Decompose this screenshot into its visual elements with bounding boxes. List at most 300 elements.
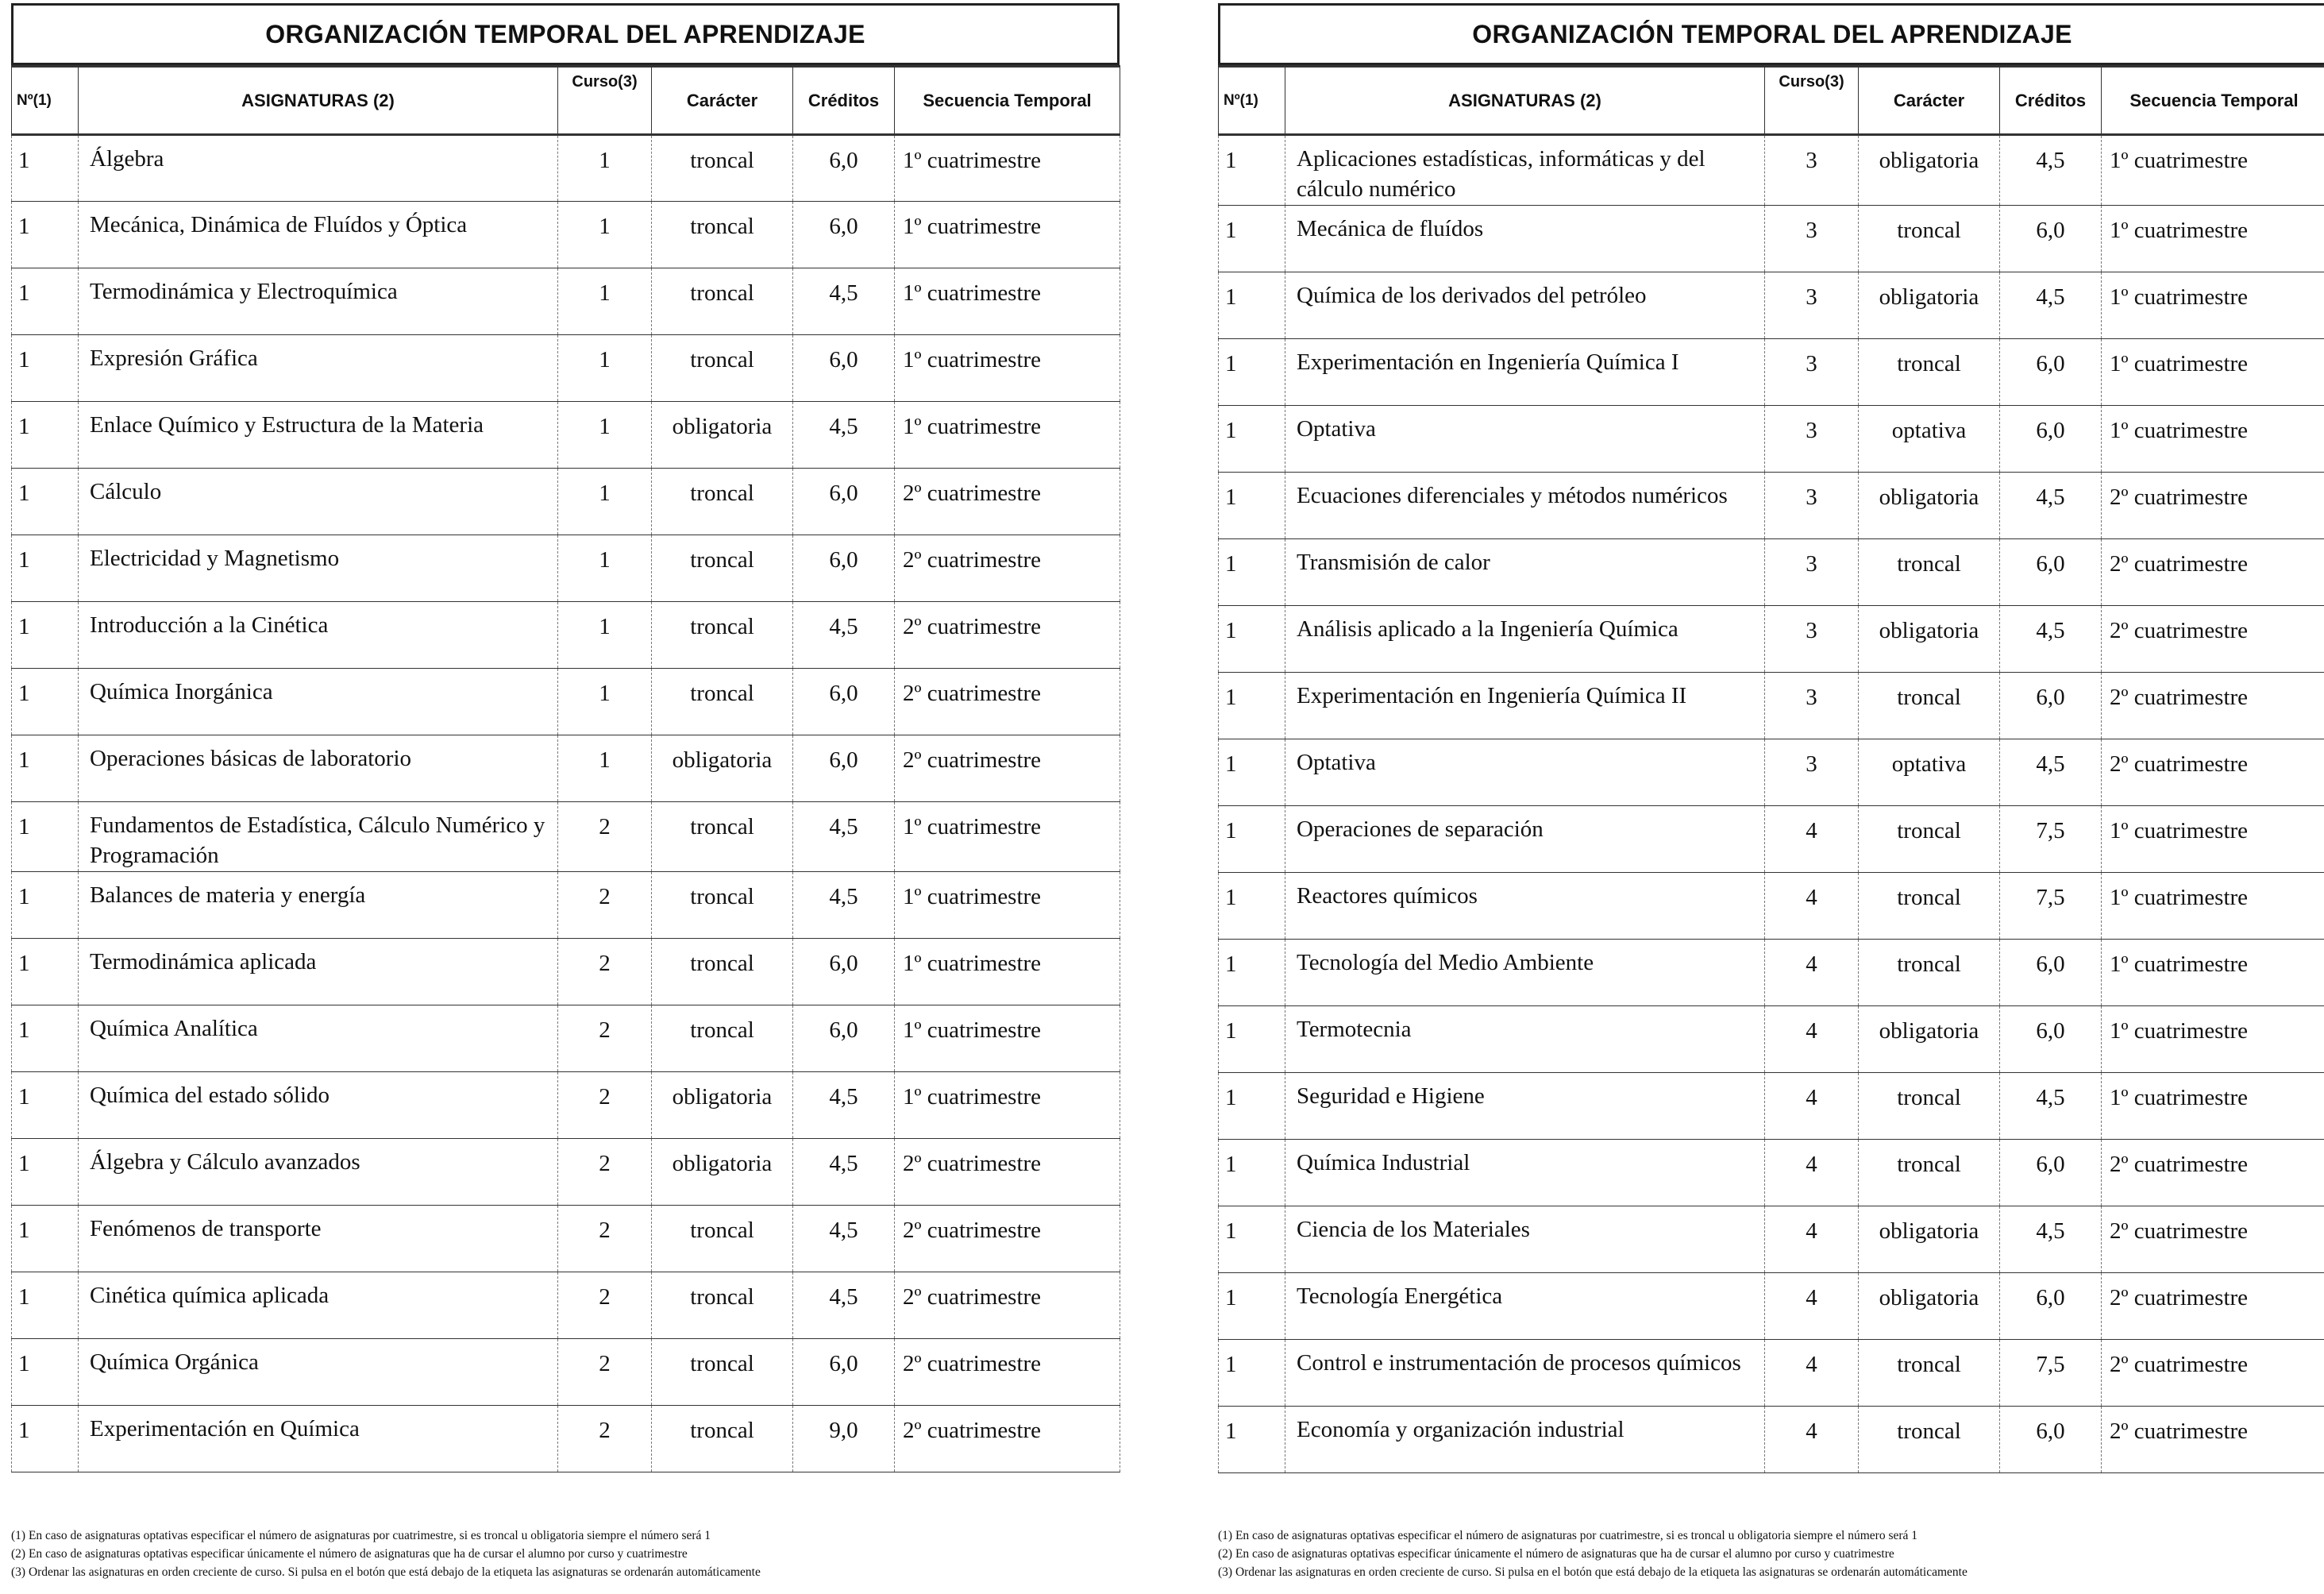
table-header-row [12,67,1120,135]
footnote-2: (2) En caso de asignaturas optativas especificar únicamente el número de asignaturas que ha de cursar el alumno por curso y cuatrimestre [11,1547,688,1561]
row-asignatura: Álgebra y Cálculo avanzados [79,1139,558,1206]
row-caracter: obligatoria [1859,473,2000,539]
row-asignatura: Economía y organización industrial [1285,1407,1765,1473]
row-secuencia: 1º cuatrimestre [895,1072,1120,1139]
header-creditos: Créditos [793,67,895,135]
row-caracter: obligatoria [1859,606,2000,673]
row-asignatura: Cinética química aplicada [79,1272,558,1339]
row-secuencia: 2º cuatrimestre [895,469,1120,535]
row-num: 1 [1219,739,1285,806]
row-curso: 1 [558,602,652,669]
row-curso: 3 [1765,206,1859,272]
row-caracter: troncal [1859,206,2000,272]
row-caracter: troncal [652,802,793,872]
row-caracter: troncal [652,939,793,1005]
row-asignatura: Transmisión de calor [1285,539,1765,606]
row-num: 1 [12,402,79,469]
row-num: 1 [12,735,79,802]
row-curso: 4 [1765,1407,1859,1473]
header-asignaturas-button[interactable]: ASIGNATURAS (2) [79,67,558,135]
row-curso: 3 [1765,135,1859,206]
table-row [1219,673,2324,739]
row-num: 1 [1219,1407,1285,1473]
row-caracter: troncal [1859,806,2000,873]
row-curso: 1 [558,135,652,202]
row-num: 1 [1219,1340,1285,1407]
row-secuencia: 2º cuatrimestre [895,602,1120,669]
row-curso: 2 [558,802,652,872]
row-caracter: obligatoria [1859,1273,2000,1340]
header-caracter: Carácter [1859,67,2000,135]
row-secuencia: 1º cuatrimestre [2102,1073,2324,1140]
page-right [1207,0,2324,1594]
table-row [1219,1206,2324,1273]
row-curso: 4 [1765,1340,1859,1407]
row-asignatura: Expresión Gráfica [79,335,558,402]
row-curso: 3 [1765,339,1859,406]
row-asignatura: Aplicaciones estadísticas, informáticas y del cálculo numérico [1285,135,1765,206]
row-secuencia: 1º cuatrimestre [2102,272,2324,339]
row-num: 1 [1219,673,1285,739]
row-curso: 3 [1765,606,1859,673]
row-secuencia: 1º cuatrimestre [2102,206,2324,272]
row-caracter: obligatoria [652,1139,793,1206]
row-creditos: 4,5 [793,268,895,335]
table-row [12,1406,1120,1472]
row-num: 1 [1219,135,1285,206]
header-creditos: Créditos [2000,67,2102,135]
footnotes [11,1526,1120,1581]
row-creditos: 6,0 [2000,206,2102,272]
row-num: 1 [1219,272,1285,339]
table-row [1219,539,2324,606]
row-asignatura: Fenómenos de transporte [79,1206,558,1272]
header-curso: Curso(3) [558,67,652,135]
row-curso: 1 [558,669,652,735]
row-creditos: 6,0 [793,735,895,802]
row-creditos: 4,5 [2000,473,2102,539]
row-secuencia: 2º cuatrimestre [2102,1407,2324,1473]
row-asignatura: Análisis aplicado a la Ingeniería Química [1285,606,1765,673]
row-caracter: troncal [1859,1407,2000,1473]
row-secuencia: 1º cuatrimestre [895,335,1120,402]
row-num: 1 [12,1139,79,1206]
row-curso: 4 [1765,873,1859,940]
row-num: 1 [12,1339,79,1406]
row-secuencia: 2º cuatrimestre [895,669,1120,735]
row-creditos: 4,5 [793,402,895,469]
row-asignatura: Mecánica, Dinámica de Fluídos y Óptica [79,202,558,268]
row-num: 1 [1219,206,1285,272]
row-caracter: troncal [1859,940,2000,1006]
row-num: 1 [1219,806,1285,873]
row-creditos: 4,5 [793,1072,895,1139]
row-secuencia: 1º cuatrimestre [895,202,1120,268]
course-table [1218,65,2324,1473]
row-creditos: 6,0 [793,669,895,735]
row-asignatura: Química Industrial [1285,1140,1765,1206]
row-asignatura: Experimentación en Ingeniería Química I [1285,339,1765,406]
row-secuencia: 2º cuatrimestre [895,735,1120,802]
row-secuencia: 2º cuatrimestre [895,1406,1120,1472]
table-row [12,135,1120,202]
row-curso: 4 [1765,806,1859,873]
row-caracter: troncal [652,1005,793,1072]
row-caracter: obligatoria [1859,1206,2000,1273]
row-creditos: 6,0 [793,135,895,202]
row-creditos: 6,0 [2000,940,2102,1006]
row-secuencia: 1º cuatrimestre [895,1005,1120,1072]
row-num: 1 [12,268,79,335]
table-row [1219,135,2324,206]
row-caracter: obligatoria [1859,272,2000,339]
row-secuencia: 2º cuatrimestre [2102,606,2324,673]
row-num: 1 [12,802,79,872]
row-secuencia: 1º cuatrimestre [2102,806,2324,873]
row-secuencia: 2º cuatrimestre [895,1339,1120,1406]
row-asignatura: Control e instrumentación de procesos químicos [1285,1340,1765,1407]
table-row [12,469,1120,535]
row-caracter: troncal [652,202,793,268]
row-asignatura: Tecnología del Medio Ambiente [1285,940,1765,1006]
row-curso: 4 [1765,1140,1859,1206]
row-curso: 2 [558,1339,652,1406]
row-caracter: troncal [652,602,793,669]
row-secuencia: 1º cuatrimestre [2102,339,2324,406]
row-curso: 3 [1765,406,1859,473]
table-row [12,669,1120,735]
row-creditos: 6,0 [2000,1140,2102,1206]
row-secuencia: 1º cuatrimestre [895,135,1120,202]
row-secuencia: 2º cuatrimestre [895,1272,1120,1339]
row-caracter: troncal [1859,1340,2000,1407]
row-asignatura: Química Analítica [79,1005,558,1072]
row-caracter: troncal [1859,673,2000,739]
table-row [1219,873,2324,940]
row-curso: 2 [558,1072,652,1139]
row-caracter: obligatoria [1859,135,2000,206]
table-row [12,1139,1120,1206]
header-num: Nº(1) [12,67,79,135]
row-caracter: troncal [652,669,793,735]
row-creditos: 4,5 [793,602,895,669]
row-curso: 4 [1765,1273,1859,1340]
table-row [1219,940,2324,1006]
row-curso: 3 [1765,272,1859,339]
row-creditos: 6,0 [793,469,895,535]
row-num: 1 [12,1272,79,1339]
row-creditos: 4,5 [793,802,895,872]
row-num: 1 [1219,940,1285,1006]
footnote-1: (1) En caso de asignaturas optativas especificar el número de asignaturas por cuatrimestre, si es troncal u obligatoria siempre el número será 1 [11,1529,711,1542]
row-num: 1 [12,1005,79,1072]
row-curso: 1 [558,469,652,535]
table-row [1219,1273,2324,1340]
row-secuencia: 2º cuatrimestre [2102,673,2324,739]
row-creditos: 4,5 [2000,135,2102,206]
table-row [1219,1340,2324,1407]
row-creditos: 6,0 [793,1339,895,1406]
footnote-1: (1) En caso de asignaturas optativas especificar el número de asignaturas por cuatrimestre, si es troncal u obligatoria siempre el número será 1 [1218,1529,1918,1542]
table-row [1219,339,2324,406]
footnote-3: (3) Ordenar las asignaturas en orden creciente de curso. Si pulsa en el botón que está debajo de la etiqueta las asignaturas se ordenarán automáticamente [11,1565,761,1579]
row-creditos: 6,0 [2000,539,2102,606]
row-asignatura: Introducción a la Cinética [79,602,558,669]
row-asignatura: Álgebra [79,135,558,202]
row-creditos: 6,0 [793,1005,895,1072]
row-secuencia: 2º cuatrimestre [895,1206,1120,1272]
row-secuencia: 2º cuatrimestre [895,535,1120,602]
row-asignatura: Química Orgánica [79,1339,558,1406]
row-curso: 2 [558,1139,652,1206]
row-creditos: 4,5 [793,1139,895,1206]
row-asignatura: Optativa [1285,406,1765,473]
row-caracter: optativa [1859,739,2000,806]
table-header-row [1219,67,2324,135]
row-creditos: 4,5 [2000,1206,2102,1273]
footnotes [1218,1526,2324,1581]
row-caracter: troncal [652,335,793,402]
table-row [1219,1140,2324,1206]
row-secuencia: 1º cuatrimestre [895,872,1120,939]
row-curso: 2 [558,1272,652,1339]
table-row [12,1272,1120,1339]
row-caracter: obligatoria [652,1072,793,1139]
row-caracter: troncal [652,1339,793,1406]
row-secuencia: 1º cuatrimestre [895,802,1120,872]
table-row [12,402,1120,469]
row-caracter: obligatoria [652,735,793,802]
row-num: 1 [12,602,79,669]
row-curso: 4 [1765,1006,1859,1073]
row-num: 1 [12,872,79,939]
row-num: 1 [1219,1140,1285,1206]
table-row [12,602,1120,669]
row-creditos: 4,5 [793,872,895,939]
row-caracter: troncal [1859,1073,2000,1140]
row-secuencia: 2º cuatrimestre [2102,1206,2324,1273]
row-curso: 3 [1765,739,1859,806]
row-num: 1 [12,1206,79,1272]
row-creditos: 6,0 [793,535,895,602]
row-asignatura: Optativa [1285,739,1765,806]
row-creditos: 6,0 [2000,1273,2102,1340]
header-secuencia: Secuencia Temporal [2102,67,2324,135]
row-curso: 3 [1765,673,1859,739]
row-secuencia: 1º cuatrimestre [2102,940,2324,1006]
row-asignatura: Seguridad e Higiene [1285,1073,1765,1140]
row-secuencia: 1º cuatrimestre [2102,1006,2324,1073]
row-num: 1 [12,469,79,535]
header-secuencia: Secuencia Temporal [895,67,1120,135]
row-caracter: troncal [652,535,793,602]
row-num: 1 [1219,406,1285,473]
row-asignatura: Ecuaciones diferenciales y métodos numéricos [1285,473,1765,539]
row-curso: 1 [558,402,652,469]
row-caracter: obligatoria [1859,1006,2000,1073]
row-curso: 1 [558,268,652,335]
row-curso: 3 [1765,539,1859,606]
row-curso: 4 [1765,940,1859,1006]
row-asignatura: Ciencia de los Materiales [1285,1206,1765,1273]
row-num: 1 [12,939,79,1005]
table-row [12,335,1120,402]
row-caracter: optativa [1859,406,2000,473]
row-secuencia: 2º cuatrimestre [895,1139,1120,1206]
row-creditos: 6,0 [793,202,895,268]
row-asignatura: Termotecnia [1285,1006,1765,1073]
row-caracter: troncal [652,469,793,535]
row-asignatura: Termodinámica y Electroquímica [79,268,558,335]
row-caracter: troncal [652,1406,793,1472]
row-creditos: 6,0 [2000,1407,2102,1473]
row-caracter: troncal [1859,539,2000,606]
table-row [1219,473,2324,539]
page-left [0,0,1124,1594]
row-num: 1 [1219,873,1285,940]
table-row [1219,406,2324,473]
row-asignatura: Fundamentos de Estadística, Cálculo Numérico y Programación [79,802,558,872]
row-caracter: troncal [652,1206,793,1272]
row-asignatura: Electricidad y Magnetismo [79,535,558,602]
row-creditos: 4,5 [2000,739,2102,806]
table-row [1219,1006,2324,1073]
header-num: Nº(1) [1219,67,1285,135]
row-asignatura: Química Inorgánica [79,669,558,735]
page-title: ORGANIZACIÓN TEMPORAL DEL APRENDIZAJE [11,3,1120,65]
row-curso: 4 [1765,1206,1859,1273]
row-num: 1 [1219,1006,1285,1073]
row-curso: 2 [558,1406,652,1472]
table-row [1219,206,2324,272]
row-creditos: 4,5 [2000,1073,2102,1140]
row-creditos: 4,5 [2000,606,2102,673]
table-row [12,1206,1120,1272]
row-secuencia: 2º cuatrimestre [2102,473,2324,539]
row-num: 1 [1219,539,1285,606]
row-asignatura: Operaciones de separación [1285,806,1765,873]
row-secuencia: 1º cuatrimestre [895,268,1120,335]
row-curso: 1 [558,735,652,802]
row-asignatura: Tecnología Energética [1285,1273,1765,1340]
row-caracter: troncal [652,268,793,335]
row-asignatura: Cálculo [79,469,558,535]
row-creditos: 6,0 [793,335,895,402]
row-secuencia: 2º cuatrimestre [2102,1340,2324,1407]
row-num: 1 [1219,473,1285,539]
row-caracter: troncal [1859,873,2000,940]
row-secuencia: 1º cuatrimestre [2102,873,2324,940]
table-row [1219,1073,2324,1140]
footnote-3: (3) Ordenar las asignaturas en orden creciente de curso. Si pulsa en el botón que está debajo de la etiqueta las asignaturas se ordenarán automáticamente [1218,1565,1967,1579]
row-num: 1 [1219,339,1285,406]
row-asignatura: Experimentación en Química [79,1406,558,1472]
table-row [12,268,1120,335]
row-asignatura: Química de los derivados del petróleo [1285,272,1765,339]
header-caracter: Carácter [652,67,793,135]
table-row [1219,739,2324,806]
row-secuencia: 2º cuatrimestre [2102,739,2324,806]
row-num: 1 [12,535,79,602]
table-row [12,939,1120,1005]
row-creditos: 4,5 [793,1206,895,1272]
row-caracter: troncal [652,1272,793,1339]
page-title: ORGANIZACIÓN TEMPORAL DEL APRENDIZAJE [1218,3,2324,65]
row-curso: 3 [1765,473,1859,539]
row-curso: 1 [558,202,652,268]
row-creditos: 6,0 [2000,406,2102,473]
row-creditos: 6,0 [2000,673,2102,739]
row-curso: 4 [1765,1073,1859,1140]
row-creditos: 4,5 [793,1272,895,1339]
row-curso: 1 [558,535,652,602]
row-asignatura: Mecánica de fluídos [1285,206,1765,272]
header-curso: Curso(3) [1765,67,1859,135]
row-curso: 2 [558,1005,652,1072]
row-asignatura: Enlace Químico y Estructura de la Materia [79,402,558,469]
row-caracter: obligatoria [652,402,793,469]
row-num: 1 [1219,606,1285,673]
footnote-2: (2) En caso de asignaturas optativas especificar únicamente el número de asignaturas que ha de cursar el alumno por curso y cuatrimestre [1218,1547,1894,1561]
table-row [12,202,1120,268]
row-secuencia: 1º cuatrimestre [2102,406,2324,473]
table-row [1219,606,2324,673]
row-creditos: 7,5 [2000,806,2102,873]
row-asignatura: Termodinámica aplicada [79,939,558,1005]
row-curso: 2 [558,939,652,1005]
row-secuencia: 2º cuatrimestre [2102,1140,2324,1206]
row-creditos: 6,0 [793,939,895,1005]
row-creditos: 9,0 [793,1406,895,1472]
row-caracter: troncal [1859,1140,2000,1206]
row-asignatura: Reactores químicos [1285,873,1765,940]
table-row [1219,272,2324,339]
table-row [12,872,1120,939]
row-asignatura: Química del estado sólido [79,1072,558,1139]
row-secuencia: 1º cuatrimestre [2102,135,2324,206]
row-creditos: 4,5 [2000,272,2102,339]
row-secuencia: 2º cuatrimestre [2102,1273,2324,1340]
row-num: 1 [12,1072,79,1139]
table-row [1219,1407,2324,1473]
row-asignatura: Operaciones básicas de laboratorio [79,735,558,802]
row-secuencia: 1º cuatrimestre [895,402,1120,469]
row-creditos: 7,5 [2000,873,2102,940]
row-caracter: troncal [652,872,793,939]
row-curso: 2 [558,1206,652,1272]
row-num: 1 [12,669,79,735]
table-row [12,1072,1120,1139]
row-num: 1 [1219,1273,1285,1340]
row-secuencia: 1º cuatrimestre [895,939,1120,1005]
course-table [11,65,1120,1472]
row-curso: 2 [558,872,652,939]
row-creditos: 7,5 [2000,1340,2102,1407]
table-row [12,735,1120,802]
row-caracter: troncal [1859,339,2000,406]
row-curso: 1 [558,335,652,402]
table-row [12,1005,1120,1072]
row-num: 1 [12,202,79,268]
row-caracter: troncal [652,135,793,202]
header-asignaturas-button[interactable]: ASIGNATURAS (2) [1285,67,1765,135]
row-num: 1 [12,335,79,402]
row-num: 1 [1219,1073,1285,1140]
row-asignatura: Experimentación en Ingeniería Química II [1285,673,1765,739]
row-num: 1 [1219,1206,1285,1273]
table-row [12,1339,1120,1406]
row-num: 1 [12,1406,79,1472]
